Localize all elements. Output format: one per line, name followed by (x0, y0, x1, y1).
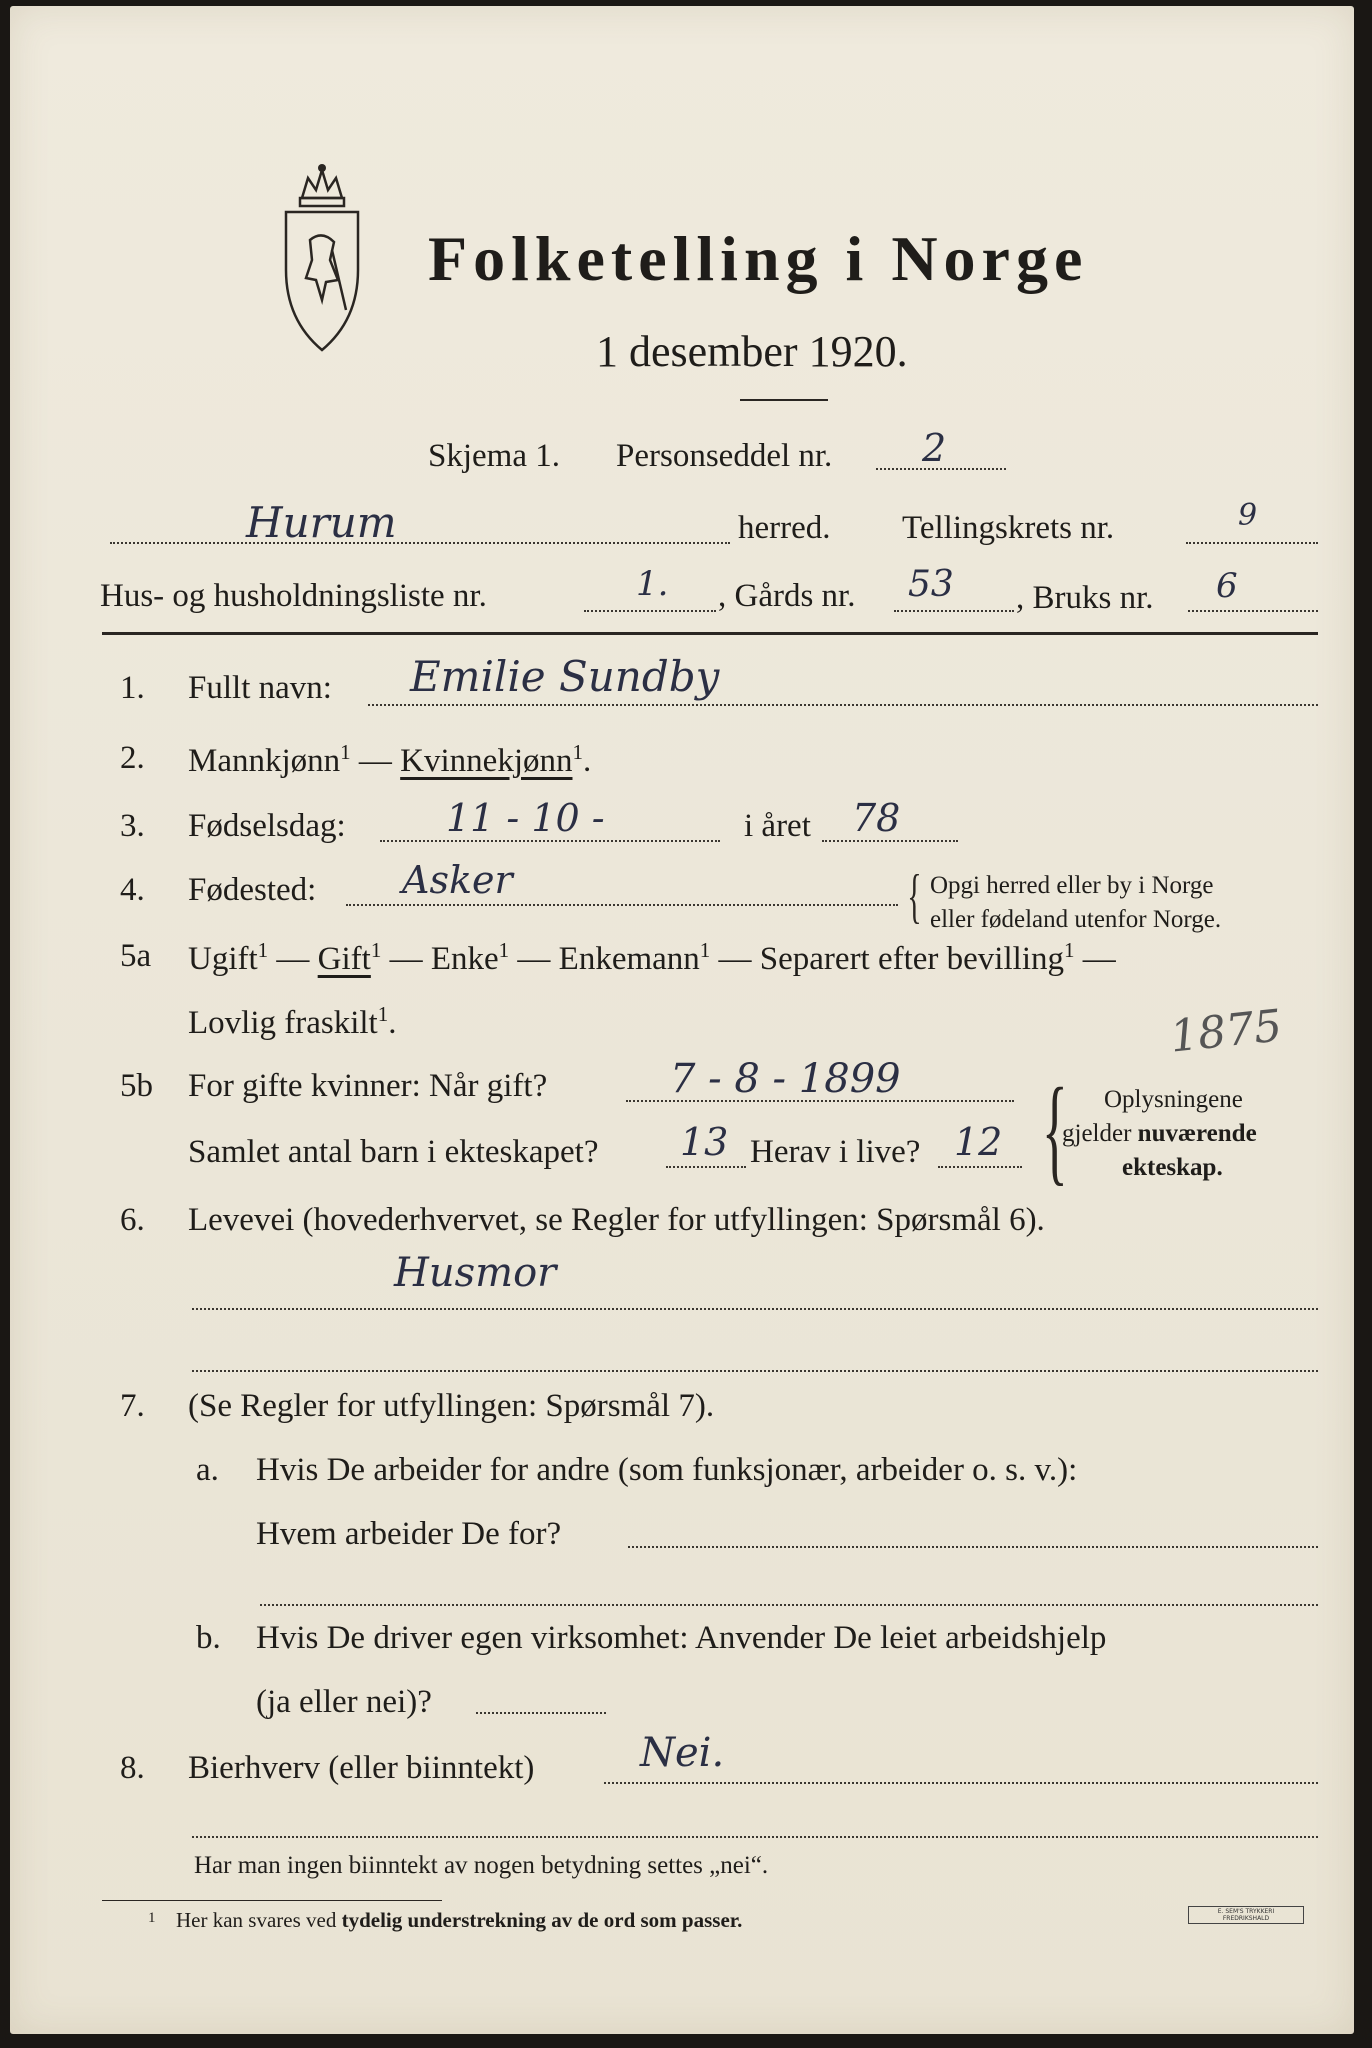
q3-year-value[interactable]: 78 (852, 796, 901, 840)
form-title: Folketelling i Norge (428, 223, 1089, 294)
q3-label: Fødselsdag: (188, 808, 346, 844)
q7a-line2 (260, 1604, 1318, 1606)
q4-note-line1: Opgi herred eller by i Norge (930, 872, 1214, 899)
tellingskrets-value[interactable]: 9 (1238, 498, 1258, 533)
q4-birthplace-value[interactable]: Asker (402, 858, 513, 902)
q3-year-line (822, 840, 958, 842)
q5b-note-line3: ekteskap. (1122, 1154, 1223, 1181)
herred-value[interactable]: Hurum (246, 498, 397, 547)
bruks-line (1188, 610, 1318, 612)
q5a-gift-option[interactable]: Gift (317, 941, 371, 977)
q6-occupation-value[interactable]: Husmor (394, 1250, 557, 1296)
q2-female-option[interactable]: Kvinnekjønn (400, 743, 573, 779)
q8-number: 8. (120, 1750, 145, 1786)
gards-label: , Gårds nr. (718, 578, 856, 614)
q5a-lovlig-row: Lovlig fraskilt$^1$. (188, 1002, 397, 1041)
q4-line (346, 904, 898, 906)
q5a-lovlig-option[interactable]: Lovlig fraskilt (188, 1005, 378, 1041)
census-date: 1 desember 1920. (596, 327, 908, 376)
q5a-ugift-option[interactable]: Ugift (188, 941, 258, 977)
q7a-question: Hvem arbeider De for? (256, 1516, 562, 1552)
q5b-number: 5b (120, 1068, 153, 1104)
q7-number: 7. (120, 1388, 145, 1424)
q3-birthdate-value[interactable]: 11 - 10 - (446, 796, 605, 840)
q5b-note-line1: Oplysningene (1104, 1086, 1243, 1113)
footnote-divider (102, 1900, 442, 1901)
q5b-children-label: Samlet antal barn i ekteskapet? (188, 1134, 599, 1170)
q5b-note-brace: { (1041, 1063, 1068, 1196)
footnote-number: 1 (148, 1910, 156, 1926)
q5b-married-label: For gifte kvinner: Når gift? (188, 1068, 548, 1104)
personseddel-label: Personseddel nr. (616, 438, 833, 474)
q5a-number: 5a (120, 938, 152, 974)
q6-line1 (192, 1308, 1318, 1310)
q8-line2 (192, 1836, 1318, 1838)
q7-label: (Se Regler for utfyllingen: Spørsmål 7). (188, 1388, 715, 1424)
q5b-alive-value[interactable]: 12 (954, 1120, 1003, 1164)
q5b-alive-label: Herav i live? (750, 1134, 921, 1170)
footnote-text: Her kan svares ved tydelig understrekning av de ord som passer. (176, 1908, 743, 1932)
q7b-line (476, 1712, 606, 1714)
bruks-label: , Bruks nr. (1016, 580, 1154, 616)
q5b-children-value[interactable]: 13 (680, 1120, 729, 1164)
q3-line (380, 840, 720, 842)
q7b-letter: b. (196, 1620, 221, 1656)
gards-value[interactable]: 53 (908, 564, 954, 605)
q5a-marital-options: Ugift$^1$ — Gift$^1$ — Enke$^1$ — Enkemann$^1$ — Separert efter bevilling$^1$ — (188, 938, 1116, 977)
herred-label: herred. (738, 510, 831, 546)
tellingskrets-line (1186, 542, 1318, 544)
q3-year-label: i året (744, 808, 811, 844)
norwegian-coat-of-arms-icon (272, 160, 372, 360)
census-form-page (10, 6, 1354, 2034)
q5b-note-line2: gjelder nuværende (1062, 1120, 1257, 1147)
q4-note-line2: eller fødeland utenfor Norge. (930, 906, 1222, 933)
q2-number: 2. (120, 740, 145, 776)
skjema-label: Skjema 1. (428, 438, 560, 474)
q6-number: 6. (120, 1202, 145, 1238)
title-divider (740, 399, 828, 401)
q4-label: Fødested: (188, 872, 317, 908)
q4-number: 4. (120, 872, 145, 908)
q7a-letter: a. (196, 1452, 219, 1488)
husholdning-line (584, 610, 716, 612)
q3-number: 3. (120, 808, 145, 844)
q6-line2 (192, 1370, 1318, 1372)
q7a-text: Hvis De arbeider for andre (som funksjonær, arbeider o. s. v.): (256, 1452, 1078, 1488)
printer-stamp: E. SEM'S TRYKKERI FREDRIKSHALD (1188, 1906, 1304, 1924)
husholdning-value[interactable]: 1. (636, 564, 669, 604)
q1-label: Fullt navn: (188, 670, 332, 706)
q2-male-option[interactable]: Mannkjønn (188, 743, 341, 779)
q8-line (604, 1782, 1318, 1784)
q7b-question: (ja eller nei)? (256, 1684, 432, 1720)
q1-number: 1. (120, 670, 145, 706)
q1-full-name-value[interactable]: Emilie Sundby (410, 652, 720, 701)
bruks-value[interactable]: 6 (1216, 566, 1238, 606)
q5b-children-line (666, 1166, 746, 1168)
q5a-margin-note: 1875 (1167, 1000, 1285, 1063)
q5a-enkemann-option[interactable]: Enkemann (558, 941, 700, 977)
q5a-separert-option[interactable]: Separert efter bevilling (759, 941, 1064, 977)
tellingskrets-label: Tellingskrets nr. (902, 510, 1115, 546)
q6-label: Levevei (hovederhvervet, se Regler for utfyllingen: Spørsmål 6). (188, 1202, 1045, 1238)
q8-label: Bierhverv (eller biinntekt) (188, 1750, 535, 1786)
q7a-line1 (628, 1546, 1318, 1548)
header-divider (102, 632, 1318, 635)
personseddel-value[interactable]: 2 (922, 426, 947, 470)
q4-note-brace: { (907, 863, 922, 929)
gards-line (894, 610, 1014, 612)
q2-sex-options: Mannkjønn$^1$ — Kvinnekjønn$^1$. (188, 740, 592, 779)
herred-line (110, 542, 730, 544)
q5b-alive-line (938, 1166, 1022, 1168)
footer-note: Har man ingen biinntekt av nogen betydning settes „nei“. (194, 1852, 769, 1879)
q8-secondary-income-value[interactable]: Nei. (640, 1730, 725, 1776)
q7b-text: Hvis De driver egen virksomhet: Anvender De leiet arbeidshjelp (256, 1620, 1107, 1656)
q5a-enke-option[interactable]: Enke (430, 941, 499, 977)
q1-line (368, 704, 1318, 706)
q5b-married-value[interactable]: 7 - 8 - 1899 (670, 1056, 901, 1102)
husholdning-label: Hus- og husholdningsliste nr. (100, 578, 487, 614)
